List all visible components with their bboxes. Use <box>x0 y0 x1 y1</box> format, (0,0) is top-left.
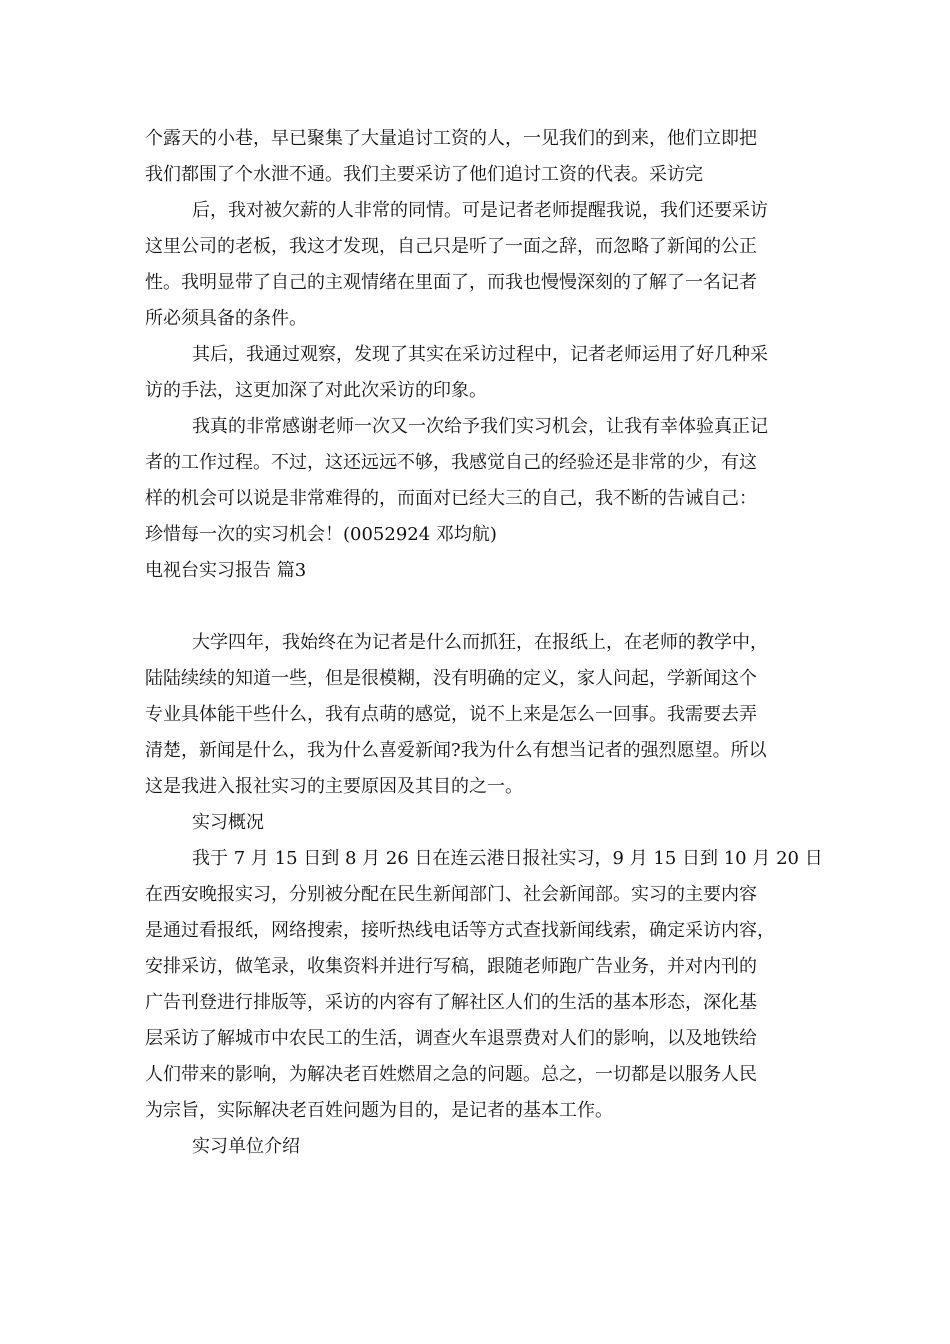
paragraph-overview <box>145 841 823 1129</box>
text-line: 我于 7 月 15 日到 8 月 26 日在连云港日报社实习，9 月 15 日到 10 月 20 日 <box>192 848 823 869</box>
text-line: 这是我进入报社实习的主要原因及其目的之一。 <box>145 776 523 797</box>
subheading-overview: 实习概况 <box>192 812 264 833</box>
text-line: 专业具体能干些什么，我有点萌的感觉，说不上来是怎么一回事。我需要去弄 <box>145 704 757 725</box>
text-line: 清楚，新闻是什么，我为什么喜爱新闻?我为什么有想当记者的强烈愿望。所以 <box>145 740 767 761</box>
text-line: 性。我明显带了自己的主观情绪在里面了，而我也慢慢深刻的了解了一名记者 <box>145 272 757 293</box>
text-line: 为宗旨，实际解决老百姓问题为目的，是记者的基本工作。 <box>145 1100 613 1121</box>
text-line: 这里公司的老板，我这才发现，自己只是听了一面之辞，而忽略了新闻的公正 <box>145 236 757 257</box>
paragraph-intro <box>145 625 815 805</box>
text-line: 所必须具备的条件。 <box>145 308 307 329</box>
text-line: 其后，我通过观察，发现了其实在采访过程中，记者老师运用了好几种采 <box>192 344 768 365</box>
subheading-unit-intro: 实习单位介绍 <box>192 1136 300 1157</box>
text-line: 者的工作过程。不过，这还远远不够，我感觉自己的经验还是非常的少，有这 <box>145 452 757 473</box>
text-line: 样的机会可以说是非常难得的，而面对已经大三的自己，我不断的告诫自己： <box>145 488 757 509</box>
text-line: 在西安晚报实习，分别被分配在民生新闻部门、社会新闻部。实习的主要内容 <box>145 884 757 905</box>
text-line: 珍惜每一次的实习机会！(0052924 邓均航) <box>145 524 497 545</box>
text-line: 是通过看报纸，网络搜索，接听热线电话等方式查找新闻线索，确定采访内容， <box>145 920 775 941</box>
text-line: 访的手法，这更加深了对此次采访的印象。 <box>145 380 487 401</box>
text-line: 人们带来的影响，为解决老百姓燃眉之急的问题。总之，一切都是以服务人民 <box>145 1064 757 1085</box>
section-title: 电视台实习报告 篇3 <box>145 560 307 581</box>
paragraph-continuation <box>145 121 815 193</box>
paragraph-sympathy <box>145 193 815 337</box>
text-line: 我们都围了个水泄不通。我们主要采访了他们追讨工资的代表。采访完 <box>145 164 703 185</box>
paragraph-observation <box>145 337 815 409</box>
document-body <box>145 121 823 1165</box>
text-line: 广告刊登进行排版等，采访的内容有了解社区人们的生活的基本形态，深化基 <box>145 992 757 1013</box>
text-line: 我真的非常感谢老师一次又一次给予我们实习机会，让我有幸体验真正记 <box>192 416 768 437</box>
text-line: 安排采访，做笔录，收集资料并进行写稿，跟随老师跑广告业务，并对内刊的 <box>145 956 757 977</box>
text-line: 大学四年，我始终在为记者是什么而抓狂，在报纸上，在老师的教学中， <box>192 632 768 653</box>
text-line: 后，我对被欠薪的人非常的同情。可是记者老师提醒我说，我们还要采访 <box>192 200 768 221</box>
paragraph-thanks <box>145 409 815 553</box>
text-line: 层采访了解城市中农民工的生活，调查火车退票费对人们的影响，以及地铁给 <box>145 1028 757 1049</box>
text-line: 陆陆续续的知道一些，但是很模糊，没有明确的定义，家人问起，学新闻这个 <box>145 668 757 689</box>
text-line: 个露天的小巷，早已聚集了大量追讨工资的人，一见我们的到来，他们立即把 <box>145 128 757 149</box>
blank-line <box>145 589 815 625</box>
